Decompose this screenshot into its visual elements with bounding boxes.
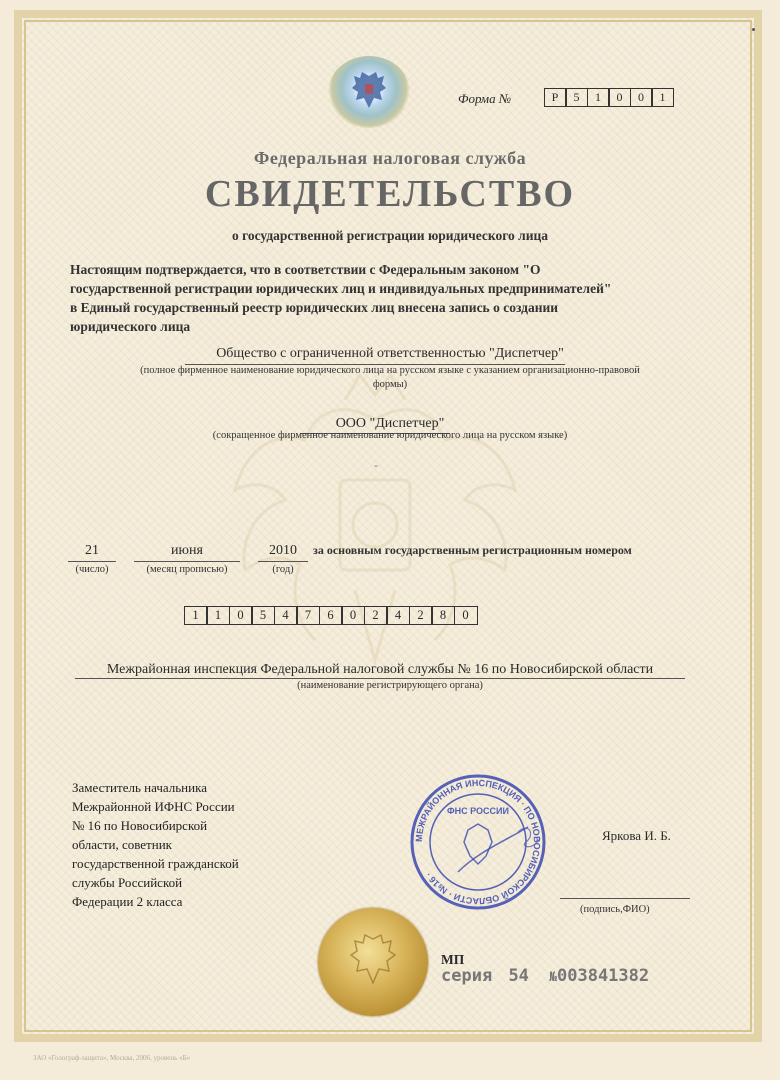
authority-note: (наименование регистрирующего органа): [297, 680, 483, 691]
ogrn-digit: 2: [364, 606, 388, 625]
form-code-cell: 1: [587, 88, 610, 107]
document-title: СВИДЕТЕЛЬСТВО: [204, 173, 576, 215]
series-label: серия: [441, 966, 493, 986]
corner-mark: [752, 28, 755, 31]
ogrn-digit: 0: [454, 606, 478, 625]
signer-title-line: № 16 по Новосибирской: [72, 818, 208, 833]
signer-title: [72, 778, 292, 911]
hologram-emblem: [328, 56, 410, 128]
stamp-ring-text: МЕЖРАЙОННАЯ ИНСПЕКЦИЯ · ПО НОВОСИБИРСКОЙ ОБЛАСТИ · №16 ·: [413, 777, 543, 907]
ogrn-digit: 1: [184, 606, 208, 625]
ogrn-digit: 0: [341, 606, 365, 625]
year-note: (год): [272, 564, 294, 575]
full-name-note: [60, 364, 720, 392]
ogrn-digit: 6: [319, 606, 343, 625]
registration-month: июня: [171, 543, 203, 558]
registration-year: 2010: [269, 543, 297, 558]
ogrn-digit: 0: [229, 606, 253, 625]
intro-line: в Единый государственный реестр юридических лиц внесена запись о создании: [70, 300, 559, 315]
signer-title-line: Межрайонной ИФНС России: [72, 799, 235, 814]
signer-name: Яркова И. Б.: [602, 828, 671, 843]
month-note: (месяц прописью): [146, 564, 228, 575]
stamp-center-text: ФНС РОССИИ: [446, 806, 510, 816]
form-number-label: Форма №: [458, 91, 512, 106]
signer-title-line: Заместитель начальника: [72, 780, 207, 795]
eagle-watermark-icon: [195, 360, 555, 690]
gold-seal: [318, 908, 428, 1016]
registration-day: 21: [85, 543, 99, 558]
underline: [68, 561, 116, 562]
ogrn-digit: 4: [386, 606, 410, 625]
underline: [258, 561, 308, 562]
emblem-icon: [345, 933, 401, 989]
service-name: Федеральная налоговая служба: [253, 148, 527, 168]
ogrn-digit: 4: [274, 606, 298, 625]
tax-office-stamp-icon: [408, 772, 548, 912]
full-company-name: Общество с ограниченной ответственностью "Диспетчер": [216, 346, 564, 361]
day-note: (число): [75, 564, 109, 575]
form-code-cell: 0: [630, 88, 653, 107]
certificate-number: 003841382: [557, 966, 650, 986]
underline: [134, 561, 240, 562]
note-line: (полное фирменное наименование юридического лица на русском языке с указанием организационно-правовой: [140, 365, 640, 376]
ogrn-digit: 2: [409, 606, 433, 625]
signature-note: (подпись,ФИО): [580, 904, 650, 915]
form-code-cell: Р: [544, 88, 567, 107]
signer-title-line: Федерации 2 класса: [72, 894, 183, 909]
form-code-cell: 0: [608, 88, 631, 107]
svg-text:МЕЖРАЙОННАЯ ИНСПЕКЦИЯ · ПО НОВ: [414, 778, 542, 906]
ogrn-digit: 8: [431, 606, 455, 625]
note-line: формы): [372, 379, 408, 390]
double-eagle-icon: [350, 70, 388, 112]
intro-paragraph: [70, 260, 700, 336]
ogrn-digit: 1: [206, 606, 230, 625]
ogrn-boxes: [185, 606, 478, 625]
signer-title-line: области, советник: [72, 837, 172, 852]
short-company-name: ООО "Диспетчер": [335, 416, 445, 431]
printer-footer: ЗАО «Голограф-защита», Москва, 2006, уровень «Б»: [33, 1054, 191, 1062]
form-code-cell: 1: [651, 88, 674, 107]
ogrn-label: за основным государственным регистрационным номером: [313, 543, 632, 557]
seal-place-label: МП: [441, 952, 465, 967]
intro-line: юридического лица: [70, 319, 191, 334]
registering-authority: Межрайонная инспекция Федеральной налоговой службы № 16 по Новосибирской области: [106, 662, 654, 677]
signer-title-line: государственной гражданской: [72, 856, 239, 871]
signer-title-line: службы Российской: [72, 875, 183, 890]
underline: [560, 898, 690, 899]
short-name-note: (сокращенное фирменное наименование юридического лица на русском языке): [212, 430, 568, 441]
underline: [75, 678, 685, 679]
form-number-boxes: [545, 88, 674, 107]
form-code-cell: 5: [565, 88, 588, 107]
series-number: [441, 966, 649, 986]
ogrn-digit: 7: [296, 606, 320, 625]
number-prefix: №: [549, 970, 557, 985]
intro-line: государственной регистрации юридических лиц и индивидуальных предпринимателей": [70, 281, 612, 296]
document-subtitle: о государственной регистрации юридического лица: [231, 228, 549, 243]
ogrn-digit: 5: [251, 606, 275, 625]
dash-mark: -: [374, 458, 378, 472]
series-value: 54: [508, 966, 529, 986]
intro-line: Настоящим подтверждается, что в соответствии с Федеральным законом "О: [70, 262, 541, 277]
